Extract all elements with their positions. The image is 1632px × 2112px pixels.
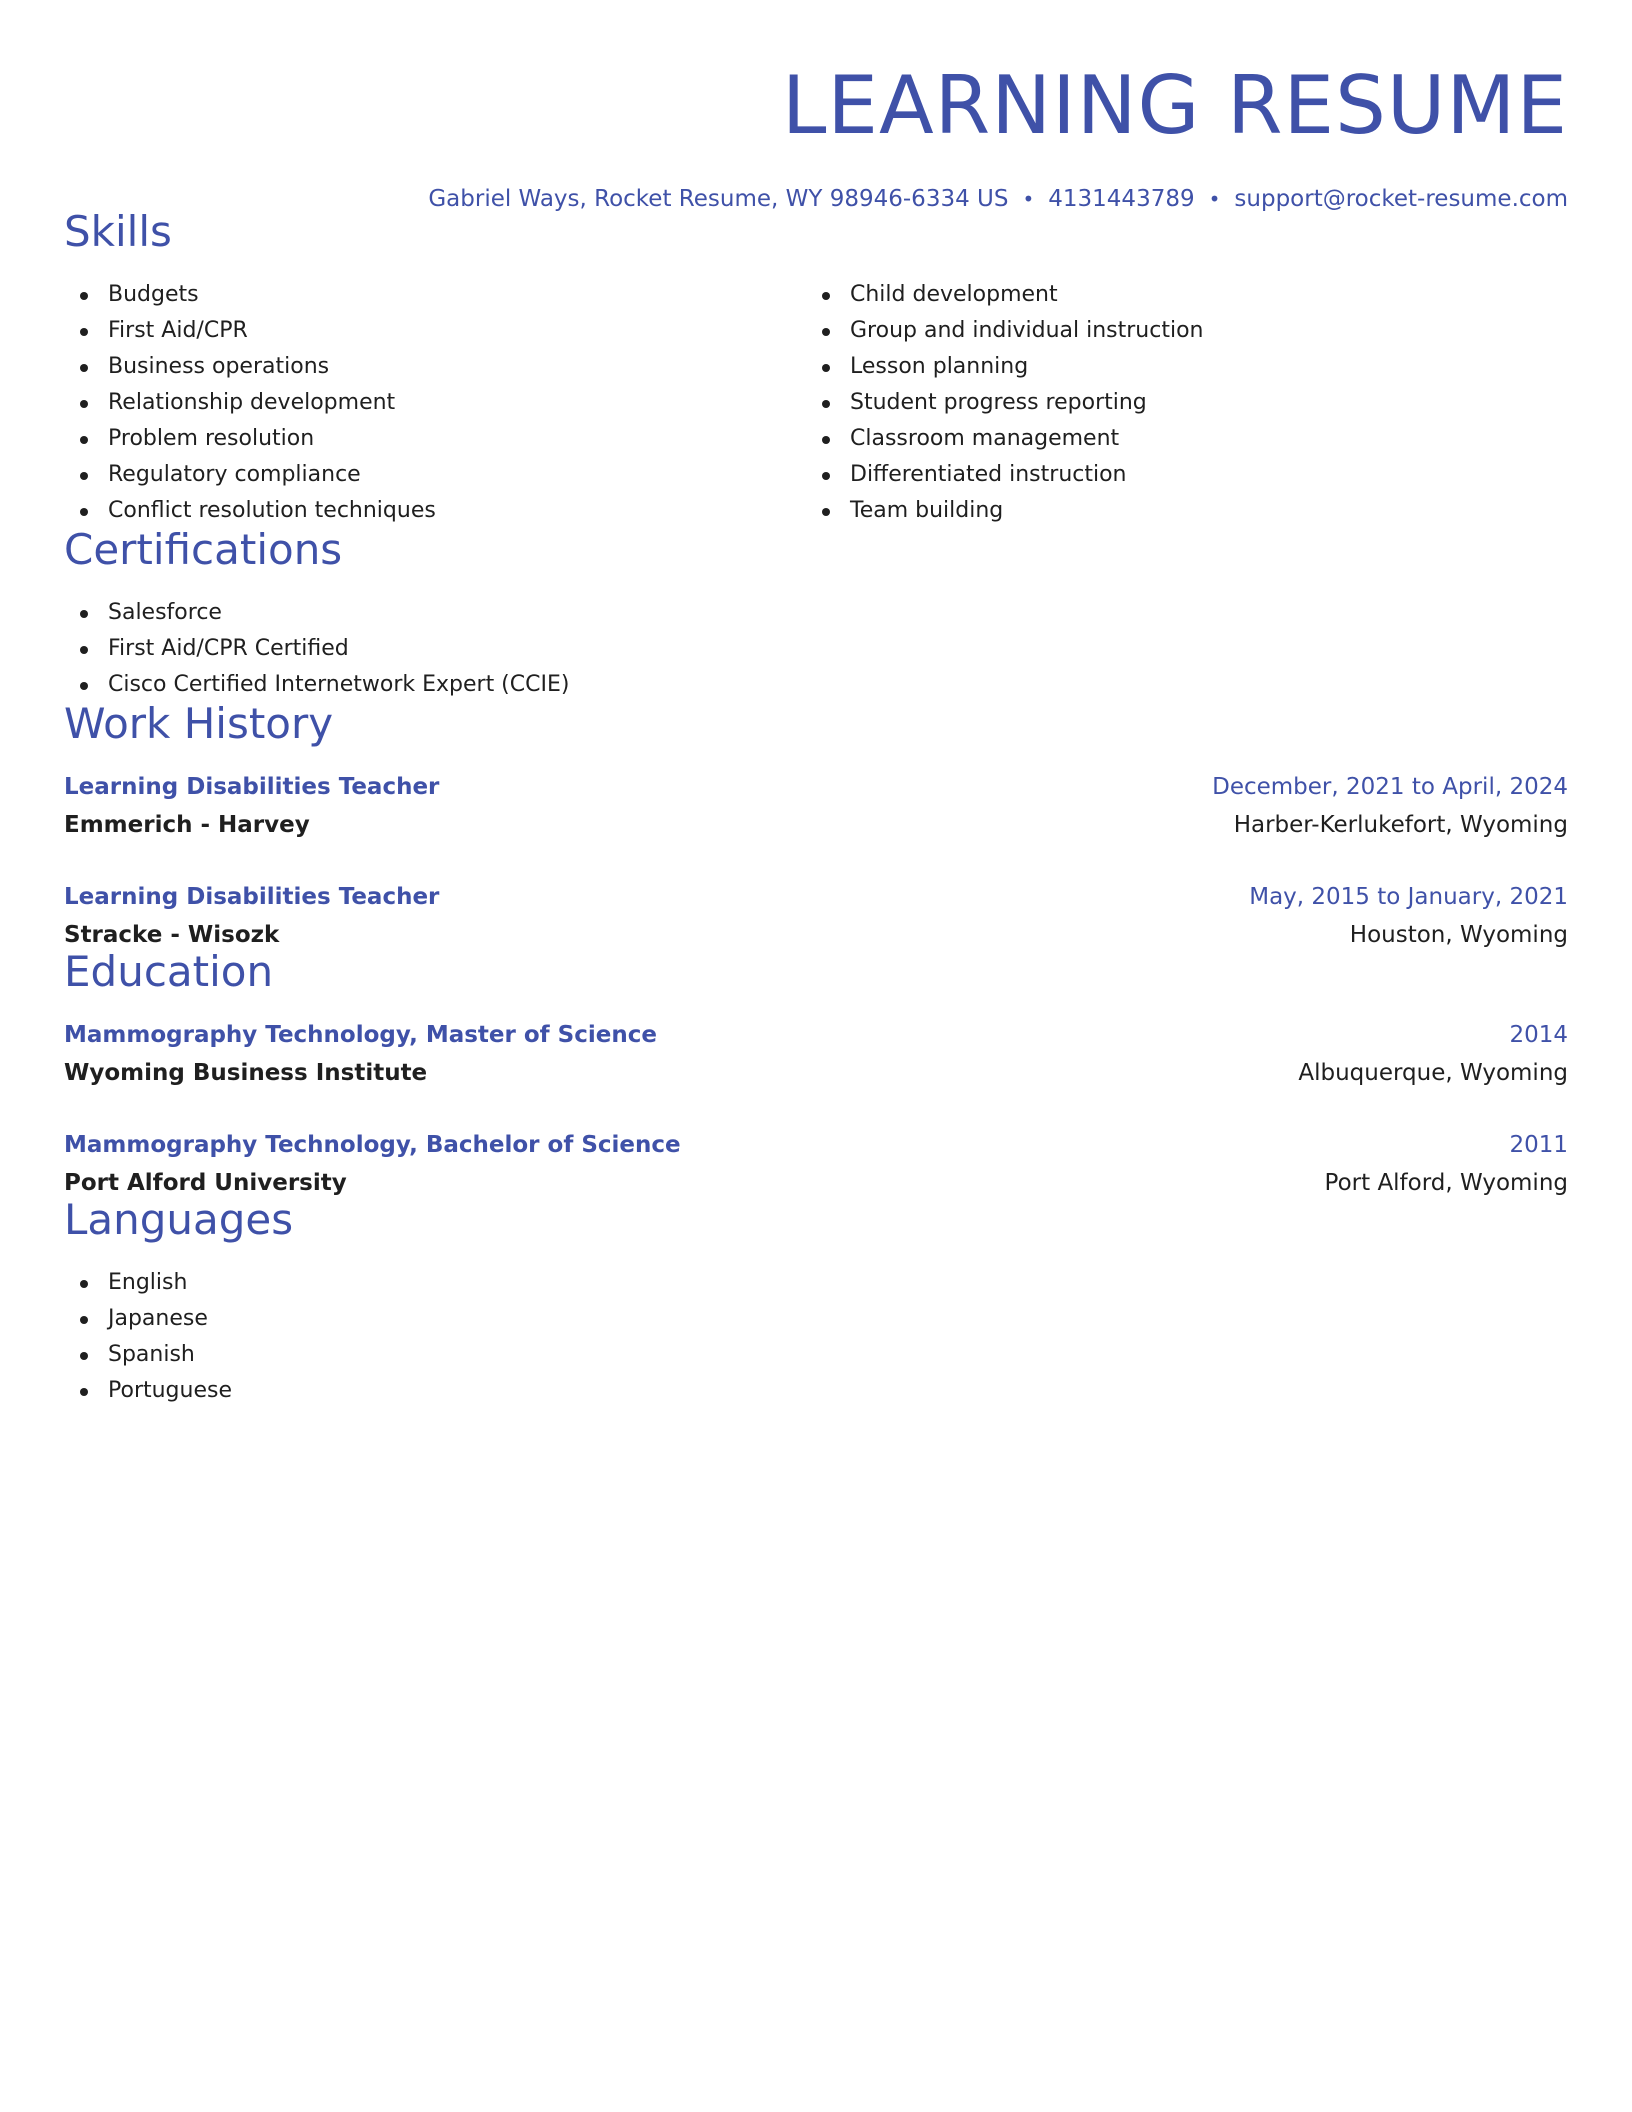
job-dates: May, 2015 to January, 2021 [1249, 884, 1568, 910]
degree-title: Mammography Technology, Bachelor of Science [64, 1132, 681, 1158]
skill-item: Regulatory compliance [64, 457, 806, 493]
certifications-list [64, 595, 1568, 703]
languages-heading: Languages [64, 1195, 294, 1244]
job-dates: December, 2021 to April, 2024 [1212, 774, 1568, 800]
skill-item: Business operations [64, 349, 806, 385]
skill-item: Differentiated instruction [806, 457, 1548, 493]
contact-line [64, 188, 1568, 211]
company-name: Emmerich - Harvey [64, 812, 310, 838]
job-location: Houston, Wyoming [1349, 922, 1568, 948]
certification-item: First Aid/CPR Certified [64, 631, 1568, 667]
certification-item: Salesforce [64, 595, 1568, 631]
contact-address: Gabriel Ways, Rocket Resume, WY 98946-6334 US [428, 186, 1009, 212]
degree-title: Mammography Technology, Master of Science [64, 1022, 657, 1048]
school-name: Wyoming Business Institute [64, 1060, 428, 1086]
skill-item: Budgets [64, 277, 806, 313]
skill-item: Child development [806, 277, 1548, 313]
resume-page [64, 0, 1568, 1409]
school-name: Port Alford University [64, 1170, 347, 1196]
skill-item: Problem resolution [64, 421, 806, 457]
job-location: Harber-Kerlukefort, Wyoming [1233, 812, 1568, 838]
language-item: Japanese [64, 1301, 1568, 1337]
skills-list-right [806, 277, 1548, 529]
work-entry [64, 881, 1568, 951]
page-title: LEARNING RESUME [781, 59, 1568, 152]
graduation-year: 2014 [1509, 1022, 1568, 1048]
contact-separator: • [1208, 187, 1221, 211]
skill-item: Conflict resolution techniques [64, 493, 806, 529]
skill-item: Team building [806, 493, 1548, 529]
certifications-heading: Certifications [64, 525, 343, 574]
contact-email[interactable]: support@rocket-resume.com [1234, 186, 1568, 212]
skills-heading: Skills [64, 207, 172, 256]
certification-item: Cisco Certified Internetwork Expert (CCIE) [64, 667, 1568, 703]
skill-item: Relationship development [64, 385, 806, 421]
school-location: Port Alford, Wyoming [1324, 1170, 1568, 1196]
skill-item: Classroom management [806, 421, 1548, 457]
skills-columns [64, 253, 1568, 529]
skill-item: First Aid/CPR [64, 313, 806, 349]
language-item: Spanish [64, 1337, 1568, 1373]
work-history-heading: Work History [64, 699, 334, 748]
education-entry [64, 1129, 1568, 1199]
language-item: Portuguese [64, 1373, 1568, 1409]
company-name: Stracke - Wisozk [64, 922, 280, 948]
contact-separator: • [1022, 187, 1035, 211]
work-entry [64, 771, 1568, 841]
school-location: Albuquerque, Wyoming [1298, 1060, 1568, 1086]
languages-list [64, 1265, 1568, 1409]
education-heading: Education [64, 947, 274, 996]
skill-item: Lesson planning [806, 349, 1548, 385]
skill-item: Student progress reporting [806, 385, 1548, 421]
education-entry [64, 1019, 1568, 1089]
job-title: Learning Disabilities Teacher [64, 884, 440, 910]
language-item: English [64, 1265, 1568, 1301]
contact-phone: 4131443789 [1048, 186, 1195, 212]
skill-item: Group and individual instruction [806, 313, 1548, 349]
skills-list-left [64, 277, 806, 529]
graduation-year: 2011 [1509, 1132, 1568, 1158]
job-title: Learning Disabilities Teacher [64, 774, 440, 800]
